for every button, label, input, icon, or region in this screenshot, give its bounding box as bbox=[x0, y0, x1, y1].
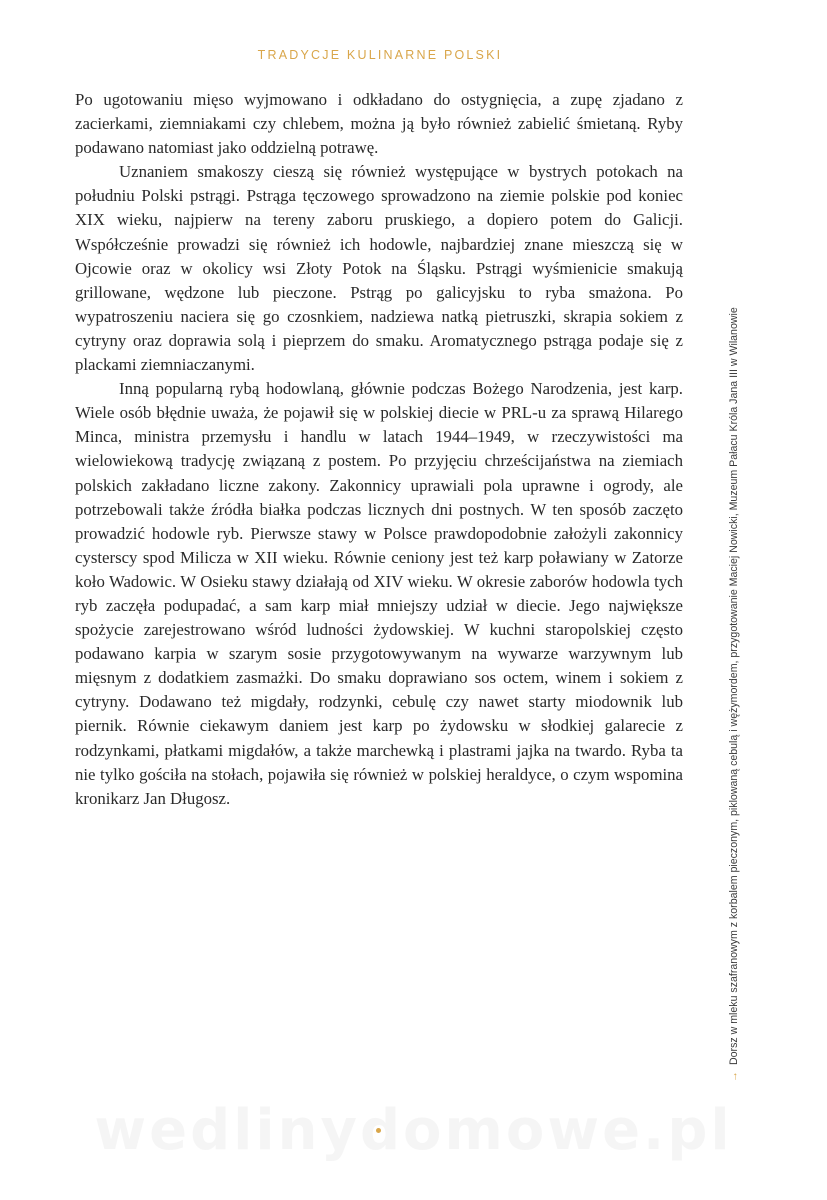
photo-caption bbox=[725, 222, 743, 1082]
running-header: TRADYCJE KULINARNE POLSKI bbox=[257, 48, 503, 62]
paragraph-2: Uznaniem smakoszy cieszą się również występujące w bystrych potokach na południu Polski pstrągi. Pstrąga tęczowego sprowadzono na ziemie polskie pod koniec XIX wieku, najpierw na tereny zaboru pruskiego, a dopiero potem do Galicji. Współcześnie prowadzi się również ich hodowle, najbardziej znane mieszczą się w Ojcowie oraz w okolicy wsi Złoty Potok na Śląsku. Pstrągi wyśmienicie smakują grillowane, wędzone lub pieczone. Pstrąg po galicyjsku to ryba smażona. Po wypatroszeniu naciera się go czosnkiem, nadziewa natką pietruszki, skrapia sokiem z cytryny oraz doprawia solą i pieprzem do smaku. Aromatycznego pstrąga podaje się z plackami ziemniaczanymi. bbox=[75, 162, 683, 375]
watermark: wedlinydomowe.pl bbox=[94, 1098, 733, 1163]
paragraph-3: Inną popularną rybą hodowlaną, głównie podczas Bożego Narodzenia, jest karp. Wiele osób błędnie uważa, że pojawił się w polskiej diecie w PRL-u za sprawą Hilarego Minca, ministra przemysłu i handlu w latach 1944–1949, w rzeczywistości ma wielowiekową tradycję związaną z postem. Po przyjęciu chrześcijaństwa na ziemiach polskich zakładano liczne zakony. Zakonnicy uprawiali pola uprawne i ogrody, ale potrzebowali także źródła białka podczas licznych dni postnych. W ten sposób zaczęto prowadzić hodowle ryb. Pierwsze stawy w Polsce prawdopodobnie założyli zakonnicy cysterscy spod Milicza w XII wieku. Równie ceniony jest też karp poławiany w Zatorze koło Wadowic. W Osieku stawy działają od XIV wieku. W okresie zaborów hodowla tych ryb zaczęła podupadać, a sam karp miał mniejszy udział w diecie. Jego największe spożycie zarejestrowano wśród ludności żydowskiej. W kuchni staropolskiej często podawano karpia w szarym sosie przygotowywanym na wywarze warzywnym lub mięsnym z dodatkiem zasmażki. Do smaku doprawiano sos octem, winem i sokiem z cytryny. Dodawano też migdały, rodzynki, cebulę czy nawet starty miodownik lub piernik. Równie ciekawym daniem jest karp po żydowsku w słodkiej galarecie z rodzynkami, płatkami migdałów, a także marchewką i plastrami jajka na twardo. Ryba ta nie tylko gościła na stołach, pojawiła się również w polskiej heraldyce, o czym wspomina kronikarz Jan Długosz. bbox=[75, 379, 683, 808]
body-text bbox=[75, 88, 683, 811]
paragraph-1: Po ugotowaniu mięso wyjmowano i odkładano do ostygnięcia, a zupę zjadano z zacierkami, ziemniakami czy chlebem, można ją było również zabielić śmietaną. Ryby podawano natomiast jako oddzielną potrawę. bbox=[75, 90, 683, 158]
arrow-icon: → bbox=[728, 1071, 740, 1082]
photo-caption-text: Dorsz w mleku szafranowym z korbalem pieczonym, piklowaną cebulą i wężymordem, przygotowanie Maciej Nowicki, Muzeum Pałacu Króla Jana III w Wilanowie bbox=[728, 307, 740, 1065]
